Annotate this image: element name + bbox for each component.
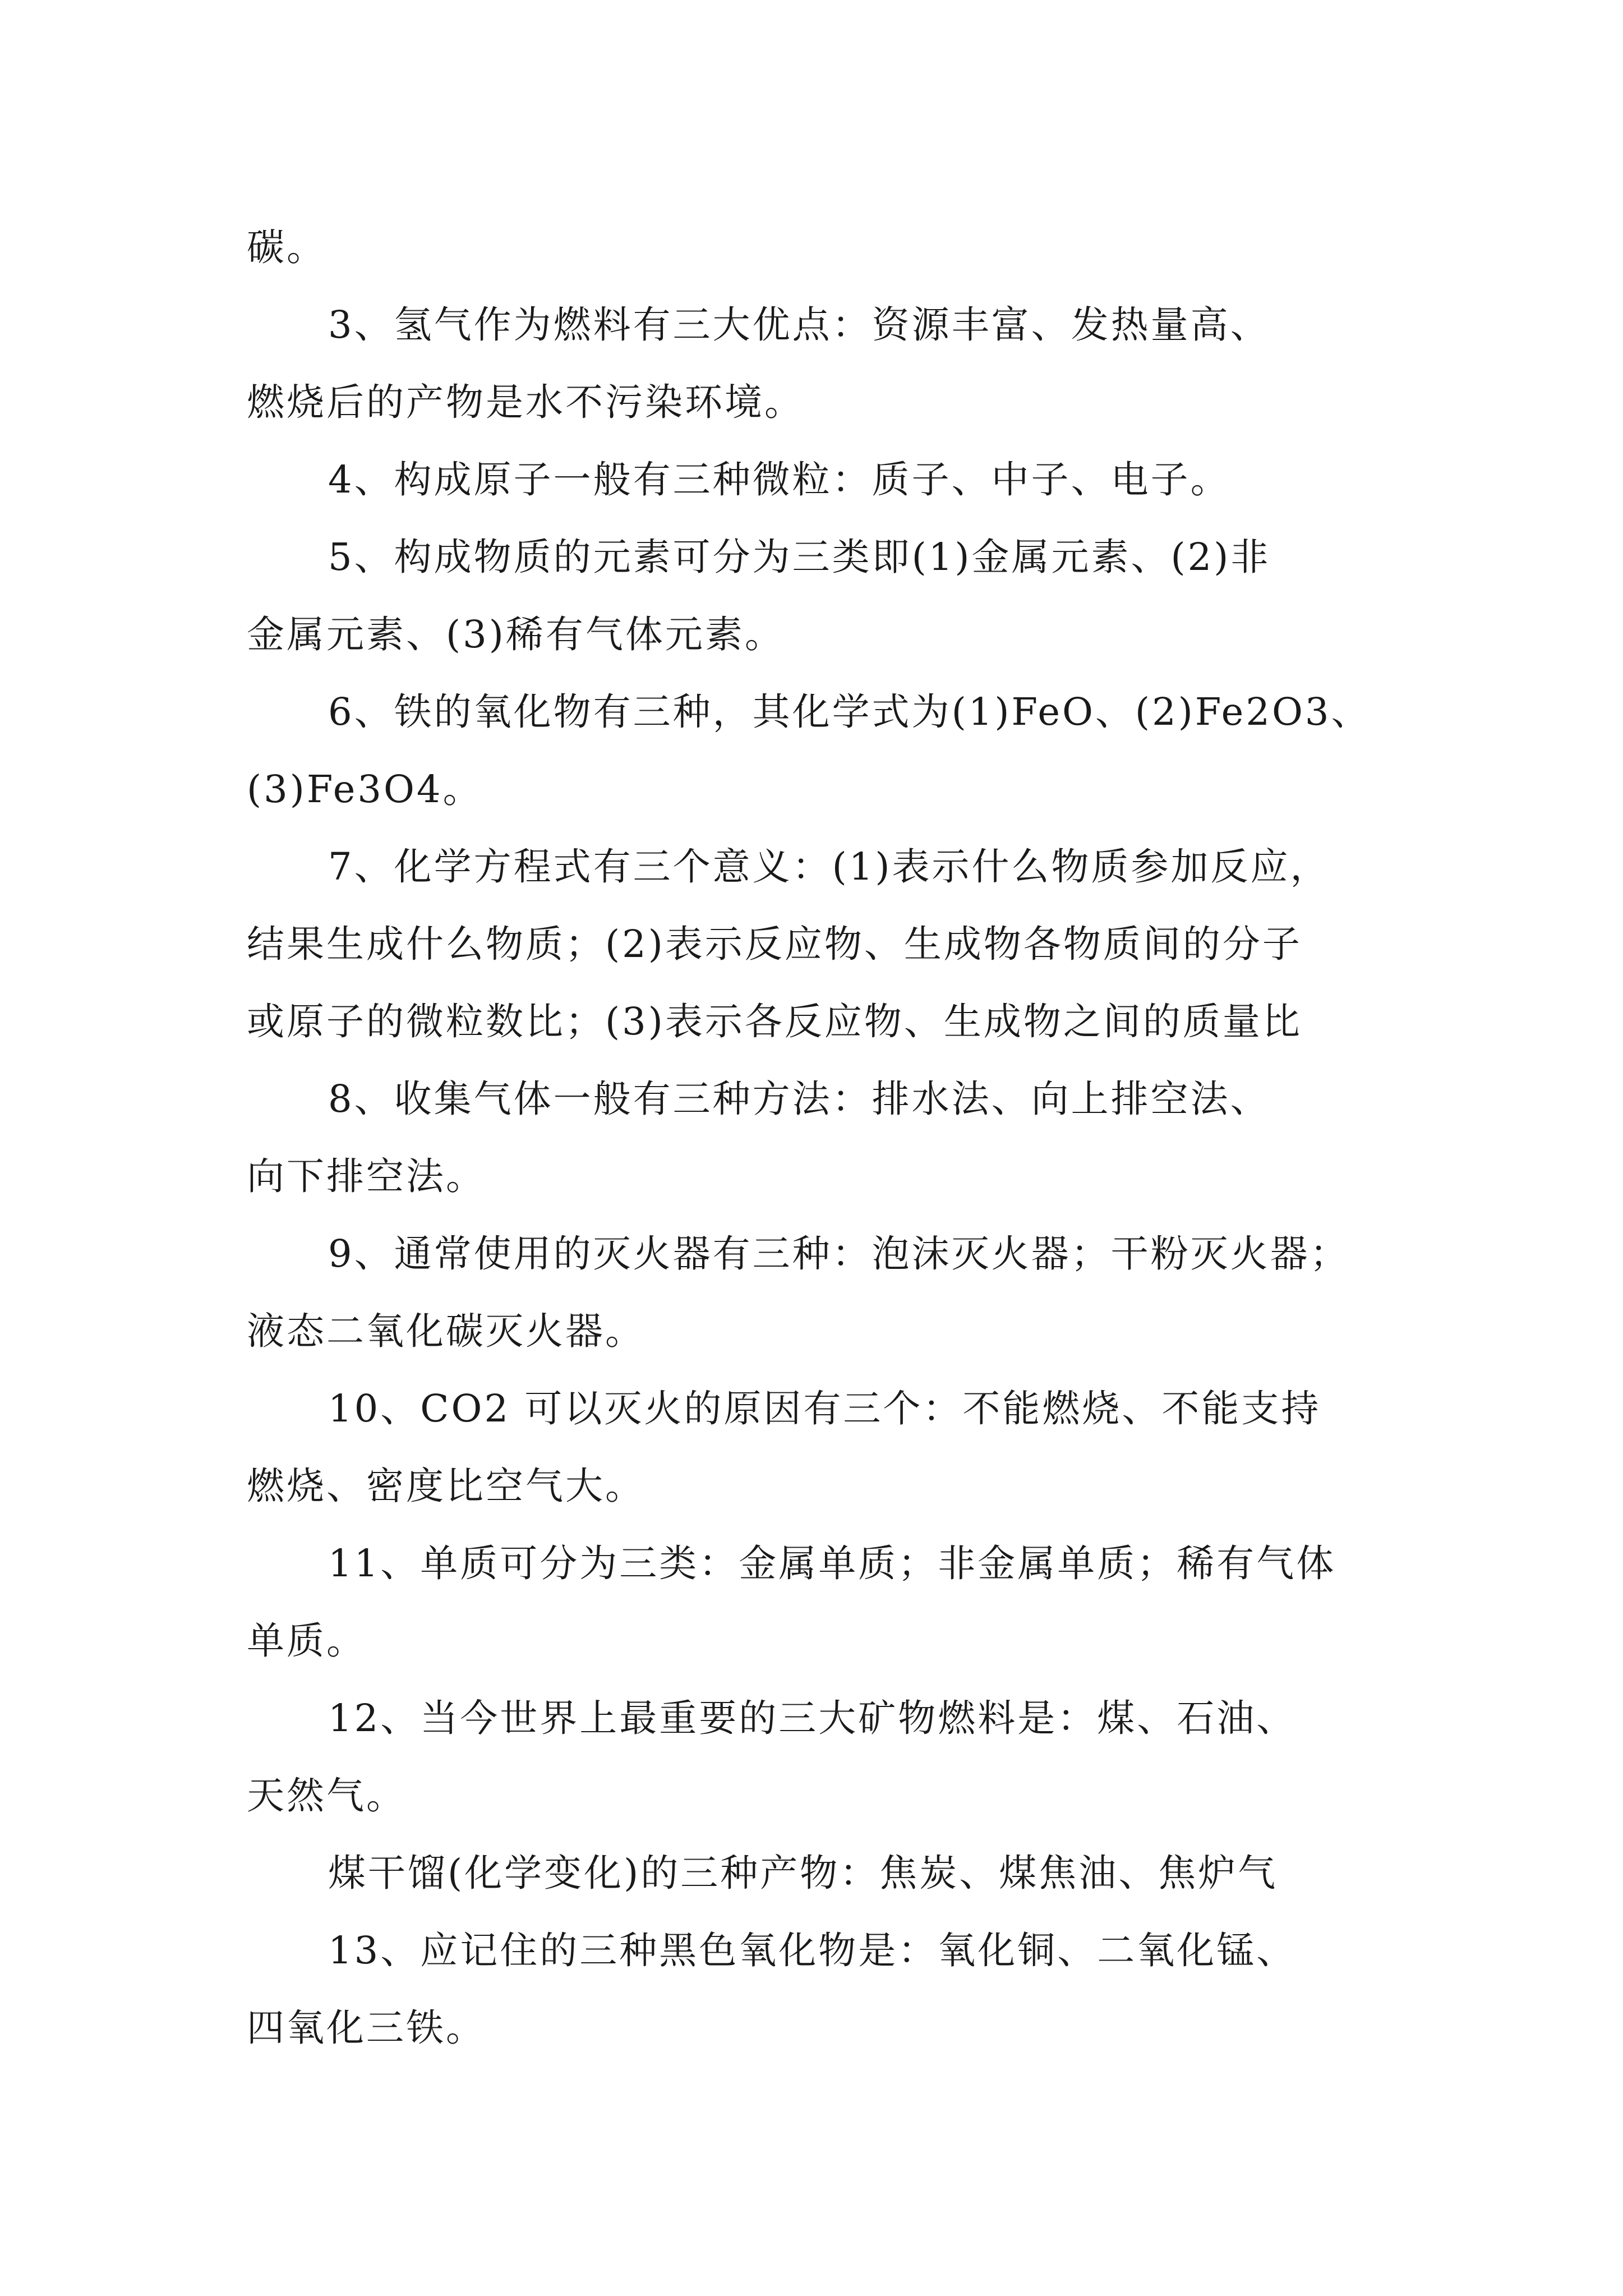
text-line: 碳。 [247,226,326,269]
text-line: 燃烧、密度比空气大。 [247,1464,645,1508]
text-line: 11、单质可分为三类：金属单质；非金属单质；稀有气体 [328,1542,1336,1585]
document-body [247,209,1396,2067]
text-line: 四氧化三铁。 [247,2006,486,2050]
text-line: 10、CO2 可以灭火的原因有三个：不能燃烧、不能支持 [328,1387,1321,1430]
text-line: 液态二氧化碳灭火器。 [247,1309,645,1353]
text-line: 7、化学方程式有三个意义：(1)表示什么物质参加反应， [328,845,1330,889]
text-line: 4、构成原子一般有三种微粒：质子、中子、电子。 [328,458,1230,501]
text-line: 3、氢气作为燃料有三大优点：资源丰富、发热量高、 [328,303,1270,347]
text-line: 天然气。 [247,1774,406,1818]
text-line: 单质。 [247,1619,366,1663]
text-line: 9、通常使用的灭火器有三种：泡沫灭火器；干粉灭火器； [328,1232,1350,1276]
text-line: 5、构成物质的元素可分为三类即(1)金属元素、(2)非 [328,535,1271,579]
text-line: 8、收集气体一般有三种方法：排水法、向上排空法、 [328,1077,1270,1121]
text-line: 燃烧后的产物是水不污染环境。 [247,380,804,424]
text-line: 6、铁的氧化物有三种，其化学式为(1)FeO、(2)Fe2O3、 [328,690,1371,734]
text-line: 12、当今世界上最重要的三大矿物燃料是：煤、石油、 [328,1696,1297,1740]
text-line: 向下排空法。 [247,1154,486,1198]
text-line: 13、应记住的三种黑色氧化物是：氧化铜、二氧化锰、 [328,1929,1297,1972]
text-line: (3)Fe3O4。 [247,767,483,811]
text-line: 结果生成什么物质；(2)表示反应物、生成物各物质间的分子 [247,922,1302,966]
text-line: 煤干馏(化学变化)的三种产物：焦炭、煤焦油、焦炉气 [328,1851,1278,1895]
text-line: 或原子的微粒数比；(3)表示各反应物、生成物之间的质量比 [247,1000,1302,1043]
text-line: 金属元素、(3)稀有气体元素。 [247,613,785,656]
